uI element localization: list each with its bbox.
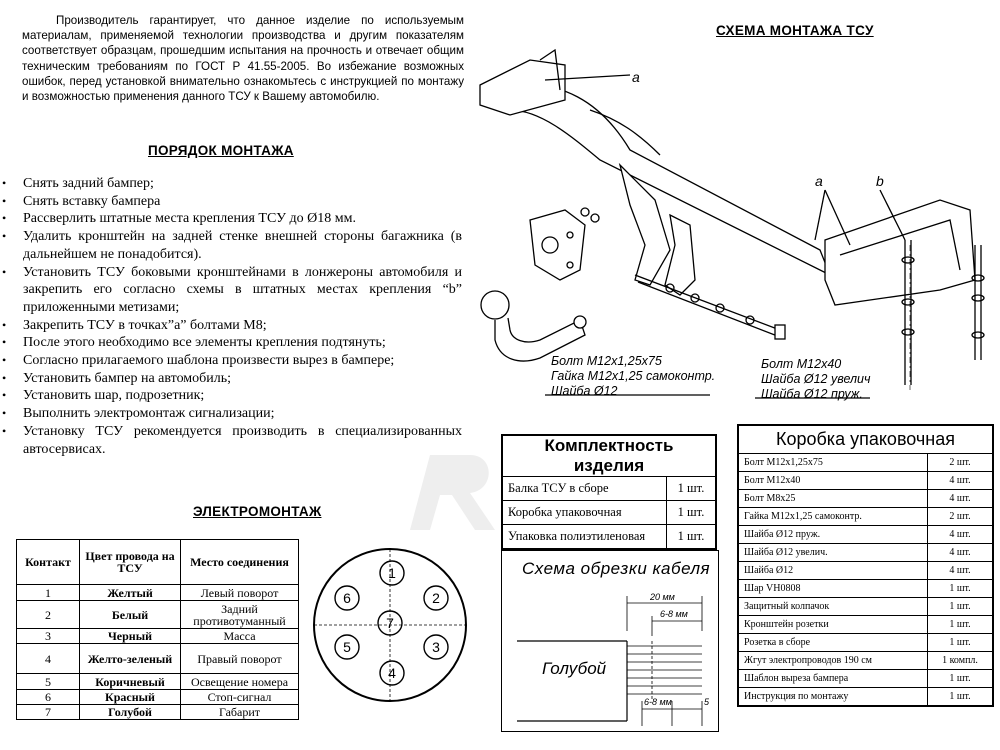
pin-number: 1	[17, 585, 80, 601]
box-item: Шайба Ø12 пруж.	[738, 526, 928, 544]
table-row	[738, 562, 993, 580]
box-qty: 4 шт.	[928, 562, 994, 580]
electro-title: ЭЛЕКТРОМОНТАЖ	[193, 504, 322, 519]
pin-number: 4	[17, 644, 80, 674]
bolt-spec-line: Шайба Ø12 пруж.	[761, 387, 863, 401]
table-row	[502, 477, 716, 501]
table-row	[738, 544, 993, 562]
box-qty: 2 шт.	[928, 454, 994, 472]
box-item: Гайка М12х1,25 самоконтр.	[738, 508, 928, 526]
pin-label: 1	[388, 565, 396, 581]
box-title: Коробка упаковочная	[738, 425, 993, 454]
box-item: Защитный колпачок	[738, 598, 928, 616]
wire-color: Голубой	[80, 705, 181, 720]
box-item: Шайба Ø12	[738, 562, 928, 580]
pin-label: 5	[343, 639, 351, 655]
label-b-right: b	[876, 173, 884, 189]
bolt-spec-line: Шайба Ø12	[551, 384, 618, 398]
kit-item: Коробка упаковочная	[502, 501, 667, 525]
install-step: • Рассверлить штатные места крепления ТСУ до Ø18 мм.	[2, 210, 462, 228]
table-row	[502, 501, 716, 525]
connection: Правый поворот	[181, 644, 299, 674]
brand-watermark-logo	[400, 445, 510, 545]
box-qty: 4 шт.	[928, 472, 994, 490]
box-qty: 1 шт.	[928, 598, 994, 616]
table-row	[738, 508, 993, 526]
connection: Стоп-сигнал	[181, 690, 299, 705]
connection: Задний противотуманный	[181, 601, 299, 629]
table-row	[738, 634, 993, 652]
pin-number: 5	[17, 674, 80, 690]
bolt-spec-line: Шайба Ø12 увелич	[761, 372, 871, 386]
wire-color: Белый	[80, 601, 181, 629]
wire-color: Желтый	[80, 585, 181, 601]
box-qty: 4 шт.	[928, 544, 994, 562]
bolt-spec-line: Болт М12х1,25х75	[551, 354, 662, 368]
box-qty: 4 шт.	[928, 526, 994, 544]
box-item: Болт М12х40	[738, 472, 928, 490]
col-wire-color: Цвет провода на ТСУ	[80, 540, 181, 585]
connection: Левый поворот	[181, 585, 299, 601]
table-row	[17, 585, 299, 601]
kit-title: Комплектность изделия	[502, 435, 716, 477]
install-step: • Установку ТСУ рекомендуется производить в специализированных автосервисах.	[2, 423, 462, 458]
kit-qty: 1 шт.	[667, 501, 717, 525]
pin-number: 6	[17, 690, 80, 705]
table-row	[738, 652, 993, 670]
box-contents-table	[737, 424, 994, 707]
connection: Освещение номера	[181, 674, 299, 690]
box-qty: 1 шт.	[928, 580, 994, 598]
bolt-spec-left	[551, 354, 715, 399]
install-step: • Закрепить ТСУ в точках”a” болтами М8;	[2, 317, 462, 335]
pin-label: 6	[343, 590, 351, 606]
table-row	[738, 616, 993, 634]
wire-label-blue: Голубой	[542, 659, 607, 678]
kit-qty: 1 шт.	[667, 477, 717, 501]
install-step: • После этого необходимо все элементы крепления подтянуть;	[2, 334, 462, 352]
dim-20mm: 20 мм	[650, 592, 675, 602]
box-item: Шаблон выреза бампера	[738, 670, 928, 688]
col-connection: Место соединения	[181, 540, 299, 585]
table-row	[738, 688, 993, 707]
cable-title: Схема обрезки кабеля	[522, 559, 711, 578]
bolt-spec-line: Болт М12х40	[761, 357, 842, 371]
kit-qty: 1 шт.	[667, 525, 717, 550]
box-item: Инструкция по монтажу	[738, 688, 928, 707]
warranty-paragraph: Производитель гарантирует, что данное изделие по используемым материалам, применяемой технологии производства и другим показателям соответствует образцам, прошедшим испытания на прочность и отвечает общим техническим требованиям по ГОСТ Р 41.55-2005. Во избежание возможных ошибок, перед установкой внимательно ознакомьтесь с инструкцией по монтажу и возможностью применения данного ТСУ к Вашему автомобилю.	[22, 14, 464, 104]
box-item: Болт М8х25	[738, 490, 928, 508]
kit-table	[501, 434, 717, 550]
box-qty: 1 шт.	[928, 634, 994, 652]
wire-color: Красный	[80, 690, 181, 705]
box-qty: 1 шт.	[928, 616, 994, 634]
wire-color: Черный	[80, 629, 181, 644]
label-a-right: a	[815, 173, 823, 189]
mounting-scheme-drawing	[470, 40, 1000, 420]
wire-color: Желто-зеленый	[80, 644, 181, 674]
install-step: • Установить ТСУ боковыми кронштейнами в лонжероны автомобиля и закрепить его согласно схемы в штатных местах крепления “b” приложенными метизами;	[2, 264, 462, 317]
install-step: • Снять задний бампер;	[2, 175, 462, 193]
box-qty: 2 шт.	[928, 508, 994, 526]
table-row	[738, 454, 993, 472]
table-row	[738, 598, 993, 616]
table-row	[738, 670, 993, 688]
install-step: • Удалить кронштейн на задней стенке внешней стороны багажника (в дальнейшем не понадобится).	[2, 228, 462, 263]
box-item: Шайба Ø12 увелич.	[738, 544, 928, 562]
box-item: Болт М12х1,25х75	[738, 454, 928, 472]
table-row	[17, 690, 299, 705]
dim-6-8mm-top: 6-8 мм	[660, 609, 688, 619]
table-row	[17, 644, 299, 674]
table-row	[738, 526, 993, 544]
dim-5: 5	[704, 697, 710, 707]
pin-number: 3	[17, 629, 80, 644]
table-row	[738, 472, 993, 490]
table-row	[17, 705, 299, 720]
table-row	[17, 601, 299, 629]
install-steps-list	[2, 175, 462, 458]
table-row	[738, 580, 993, 598]
col-contact: Контакт	[17, 540, 80, 585]
pin-label: 3	[432, 639, 440, 655]
install-step: • Установить бампер на автомобиль;	[2, 370, 462, 388]
pin-number: 2	[17, 601, 80, 629]
box-qty: 1 шт.	[928, 688, 994, 707]
wiring-table	[16, 539, 299, 720]
table-row	[502, 525, 716, 550]
cable-drawing	[502, 581, 718, 729]
install-title: ПОРЯДОК МОНТАЖА	[148, 143, 294, 158]
table-row	[17, 674, 299, 690]
pin-label: 4	[388, 665, 396, 681]
install-step: • Согласно прилагаемого шаблона произвести вырез в бампере;	[2, 352, 462, 370]
box-item: Розетка в сборе	[738, 634, 928, 652]
box-qty: 1 шт.	[928, 670, 994, 688]
pin-number: 7	[17, 705, 80, 720]
install-step: • Выполнить электромонтаж сигнализации;	[2, 405, 462, 423]
install-step: • Снять вставку бампера	[2, 193, 462, 211]
connection: Габарит	[181, 705, 299, 720]
table-row	[738, 490, 993, 508]
box-item: Кронштейн розетки	[738, 616, 928, 634]
scheme-title: СХЕМА МОНТАЖА ТСУ	[716, 23, 874, 38]
label-a-top: a	[632, 69, 640, 85]
pin-label: 7	[386, 615, 394, 631]
pin-label: 2	[432, 590, 440, 606]
box-qty: 4 шт.	[928, 490, 994, 508]
kit-item: Упаковка полиэтиленовая	[502, 525, 667, 550]
table-row	[17, 629, 299, 644]
socket-pinout-diagram	[310, 535, 470, 715]
connection: Масса	[181, 629, 299, 644]
kit-item: Балка ТСУ в сборе	[502, 477, 667, 501]
bolt-spec-line: Гайка М12х1,25 самоконтр.	[551, 369, 716, 383]
cable-cut-scheme	[501, 550, 719, 732]
box-qty: 1 компл.	[928, 652, 994, 670]
box-item: Жгут электропроводов 190 см	[738, 652, 928, 670]
install-step: • Установить шар, подрозетник;	[2, 387, 462, 405]
box-item: Шар VH0808	[738, 580, 928, 598]
dim-6-8mm-bottom: 6-8 мм	[644, 697, 672, 707]
bolt-spec-right	[761, 357, 870, 402]
wire-color: Коричневый	[80, 674, 181, 690]
